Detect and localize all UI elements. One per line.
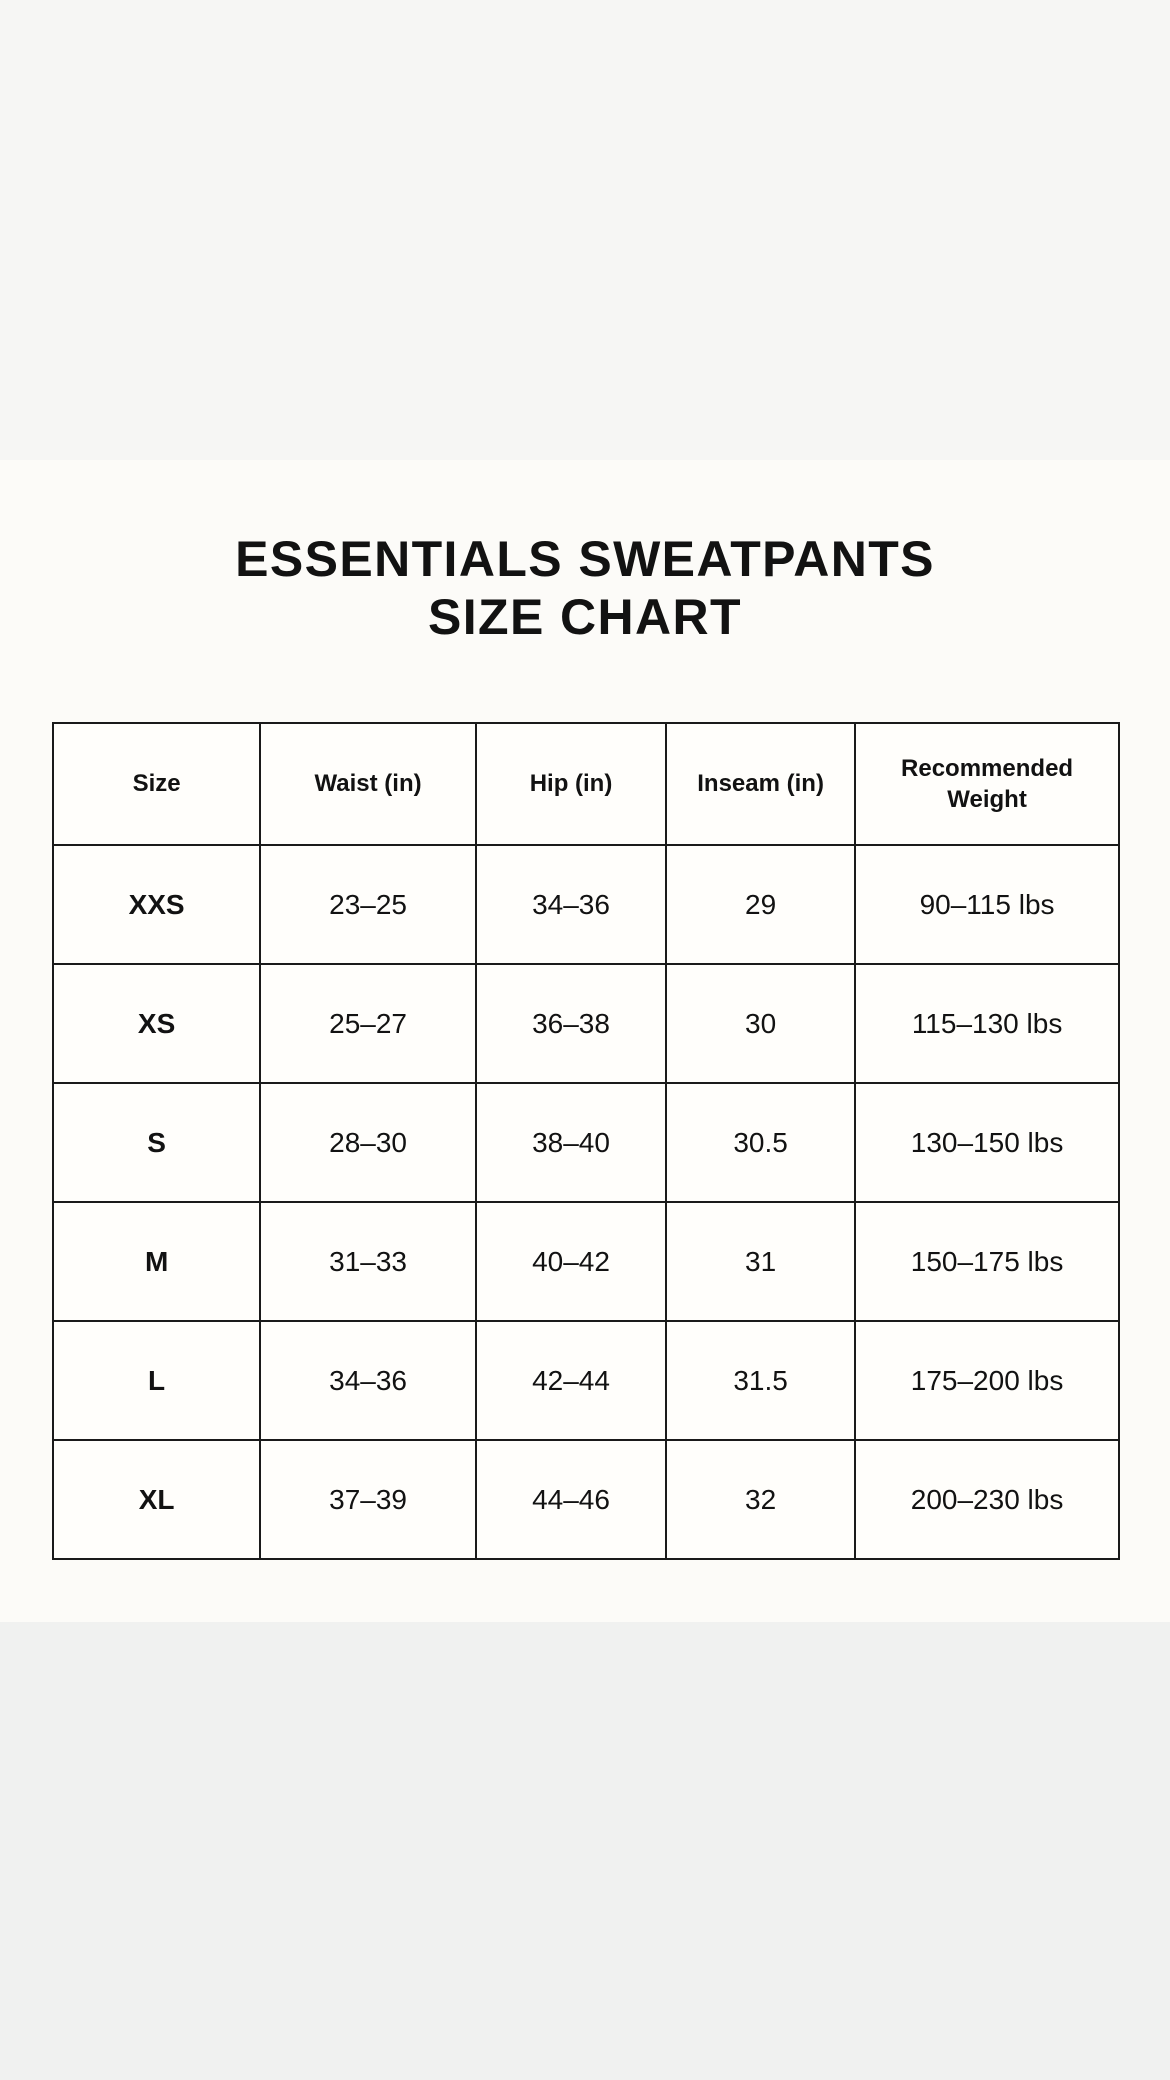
column-header-hip: Hip (in) [476,723,666,845]
table-body [53,845,1119,1559]
cell-waist: 25–27 [260,964,476,1083]
table-row [53,1321,1119,1440]
cell-size: XS [53,964,260,1083]
cell-size: L [53,1321,260,1440]
cell-weight: 130–150 lbs [855,1083,1119,1202]
cell-waist: 34–36 [260,1321,476,1440]
cell-inseam: 29 [666,845,855,964]
column-header-size: Size [53,723,260,845]
column-header-recommended-weight: Recommended Weight [855,723,1119,845]
cell-waist: 23–25 [260,845,476,964]
column-header-inseam: Inseam (in) [666,723,855,845]
cell-inseam: 32 [666,1440,855,1559]
bottom-background-band [0,1622,1170,2080]
page-title-line-1: ESSENTIALS SWEATPANTS [235,531,935,587]
cell-hip: 36–38 [476,964,666,1083]
cell-size: XXS [53,845,260,964]
cell-inseam: 31.5 [666,1321,855,1440]
cell-hip: 44–46 [476,1440,666,1559]
size-chart-table [52,722,1120,1560]
cell-inseam: 30 [666,964,855,1083]
page-title [0,460,1170,646]
top-background-band [0,0,1170,460]
cell-waist: 37–39 [260,1440,476,1559]
cell-size: S [53,1083,260,1202]
table-header-row [53,723,1119,845]
cell-inseam: 31 [666,1202,855,1321]
cell-hip: 38–40 [476,1083,666,1202]
cell-hip: 34–36 [476,845,666,964]
cell-weight: 200–230 lbs [855,1440,1119,1559]
cell-weight: 150–175 lbs [855,1202,1119,1321]
column-header-waist: Waist (in) [260,723,476,845]
cell-weight: 115–130 lbs [855,964,1119,1083]
size-chart-table-wrapper [52,722,1120,1560]
cell-size: XL [53,1440,260,1559]
table-row [53,964,1119,1083]
table-row [53,1202,1119,1321]
cell-waist: 28–30 [260,1083,476,1202]
cell-waist: 31–33 [260,1202,476,1321]
cell-hip: 42–44 [476,1321,666,1440]
cell-hip: 40–42 [476,1202,666,1321]
table-row [53,845,1119,964]
cell-inseam: 30.5 [666,1083,855,1202]
cell-size: M [53,1202,260,1321]
table-header [53,723,1119,845]
cell-weight: 175–200 lbs [855,1321,1119,1440]
table-row [53,1440,1119,1559]
cell-weight: 90–115 lbs [855,845,1119,964]
table-row [53,1083,1119,1202]
size-chart-card [0,460,1170,1622]
page-title-line-2: SIZE CHART [428,589,742,645]
